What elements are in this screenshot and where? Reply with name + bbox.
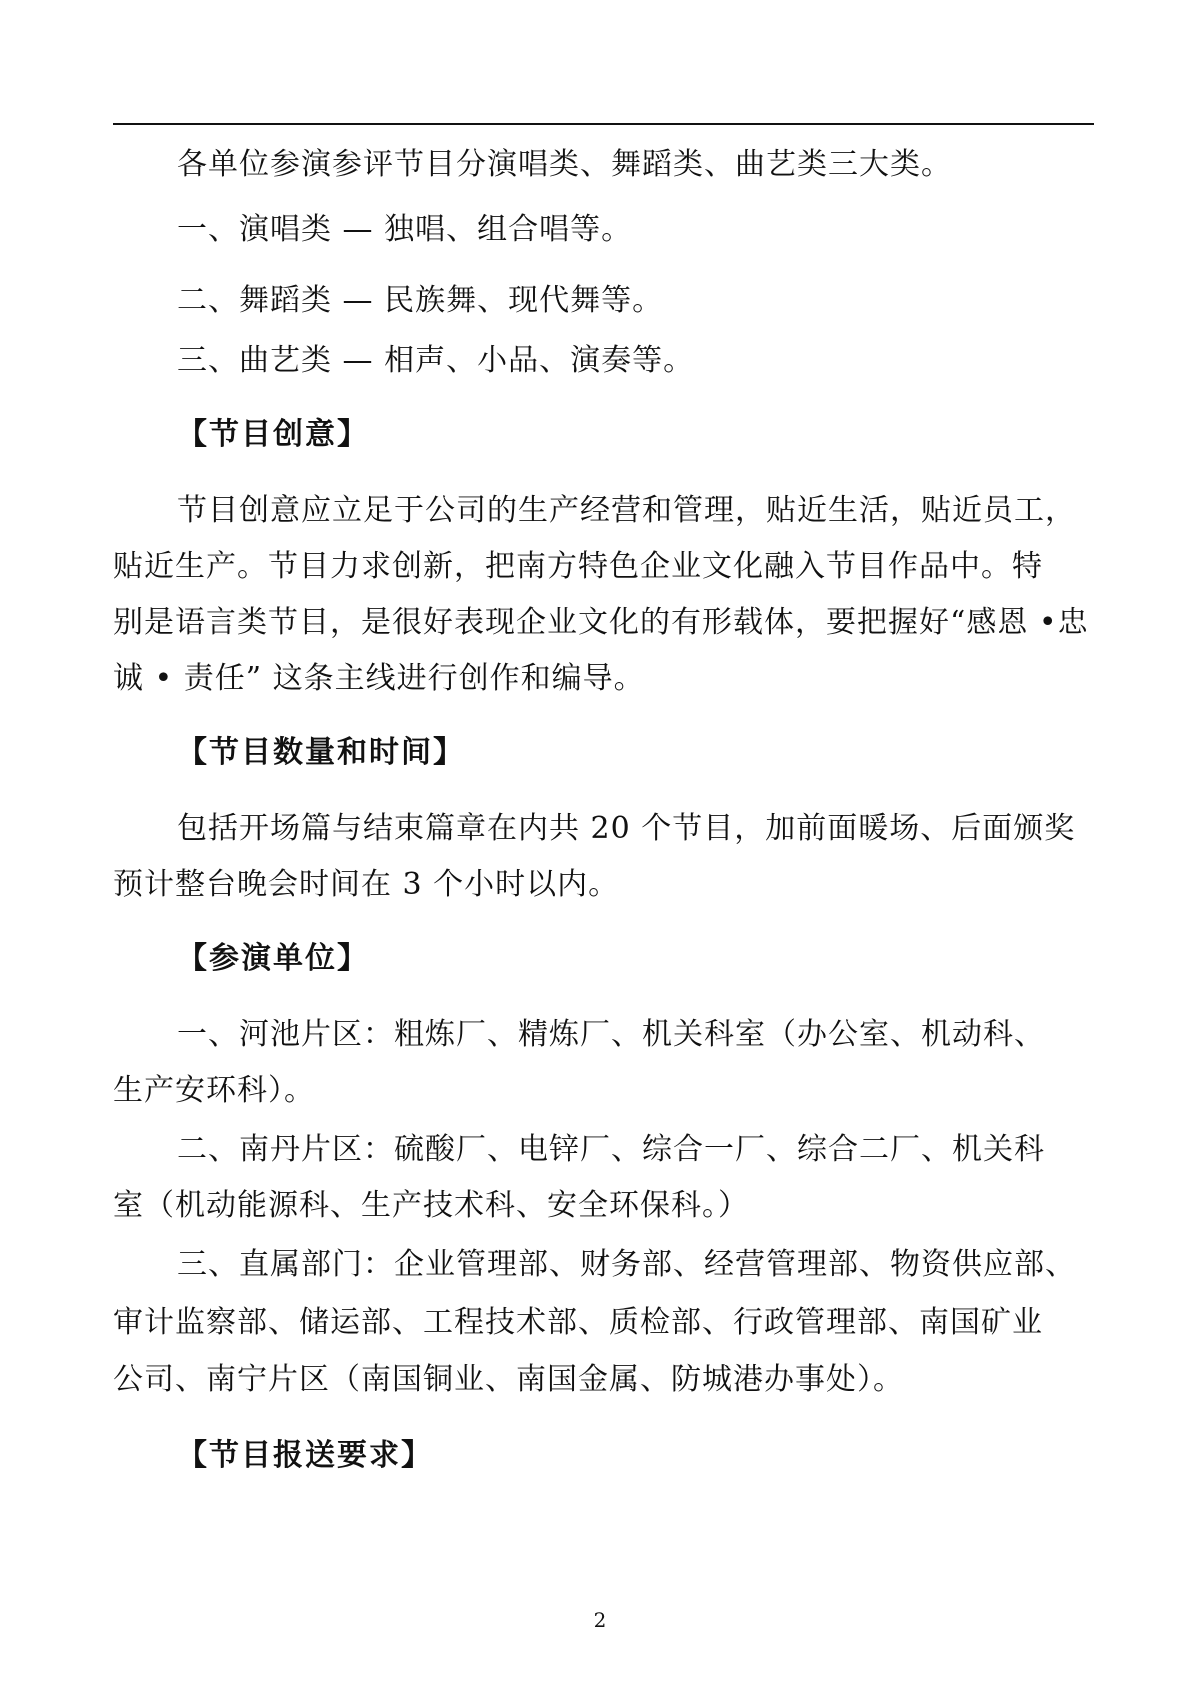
units-hechi-line-1: 一、河池片区：粗炼厂、精炼厂、机关科室（办公室、机动科、 [177, 1017, 1045, 1052]
intro-paragraph: 各单位参演参评节目分演唱类、舞蹈类、曲艺类三大类。 [177, 147, 952, 182]
heading-participating-units: 【参演单位】 [177, 941, 369, 976]
header-rule [113, 123, 1094, 125]
creativity-line-2: 贴近生产。节目力求创新，把南方特色企业文化融入节目作品中。特 [113, 549, 1043, 584]
category-singing: 一、演唱类 — 独唱、组合唱等。 [177, 212, 633, 247]
heading-program-count-time: 【节目数量和时间】 [177, 735, 465, 770]
units-direct-line-2: 审计监察部、储运部、工程技术部、质检部、行政管理部、南国矿业 [113, 1305, 1043, 1340]
units-nandan-line-2: 室（机动能源科、生产技术科、安全环保科。） [113, 1188, 749, 1223]
creativity-line-4: 诚 • 责任” 这条主线进行创作和编导。 [113, 661, 645, 696]
creativity-line-1: 节目创意应立足于公司的生产经营和管理，贴近生活，贴近员工， [177, 493, 1076, 528]
category-quyi: 三、曲艺类 — 相声、小品、演奏等。 [177, 343, 695, 378]
heading-submission-requirements: 【节目报送要求】 [177, 1438, 433, 1473]
units-direct-line-1: 三、直属部门：企业管理部、财务部、经营管理部、物资供应部、 [177, 1247, 1076, 1282]
units-nandan-line-1: 二、南丹片区：硫酸厂、电锌厂、综合一厂、综合二厂、机关科 [177, 1132, 1045, 1167]
category-dance: 二、舞蹈类 — 民族舞、现代舞等。 [177, 283, 664, 318]
heading-program-creativity: 【节目创意】 [177, 417, 369, 452]
creativity-line-3: 别是语言类节目，是很好表现企业文化的有形载体，要把握好“感恩 •忠 [113, 605, 1089, 640]
count-time-line-1: 包括开场篇与结束篇章在内共 20 个节目，加前面暖场、后面颁奖 [177, 811, 1076, 846]
units-hechi-line-2: 生产安环科）。 [113, 1073, 315, 1108]
page-number: 2 [593, 1608, 607, 1632]
units-direct-line-3: 公司、南宁片区（南国铜业、南国金属、防城港办事处）。 [113, 1362, 904, 1397]
count-time-line-2: 预计整台晚会时间在 3 个小时以内。 [113, 867, 620, 902]
